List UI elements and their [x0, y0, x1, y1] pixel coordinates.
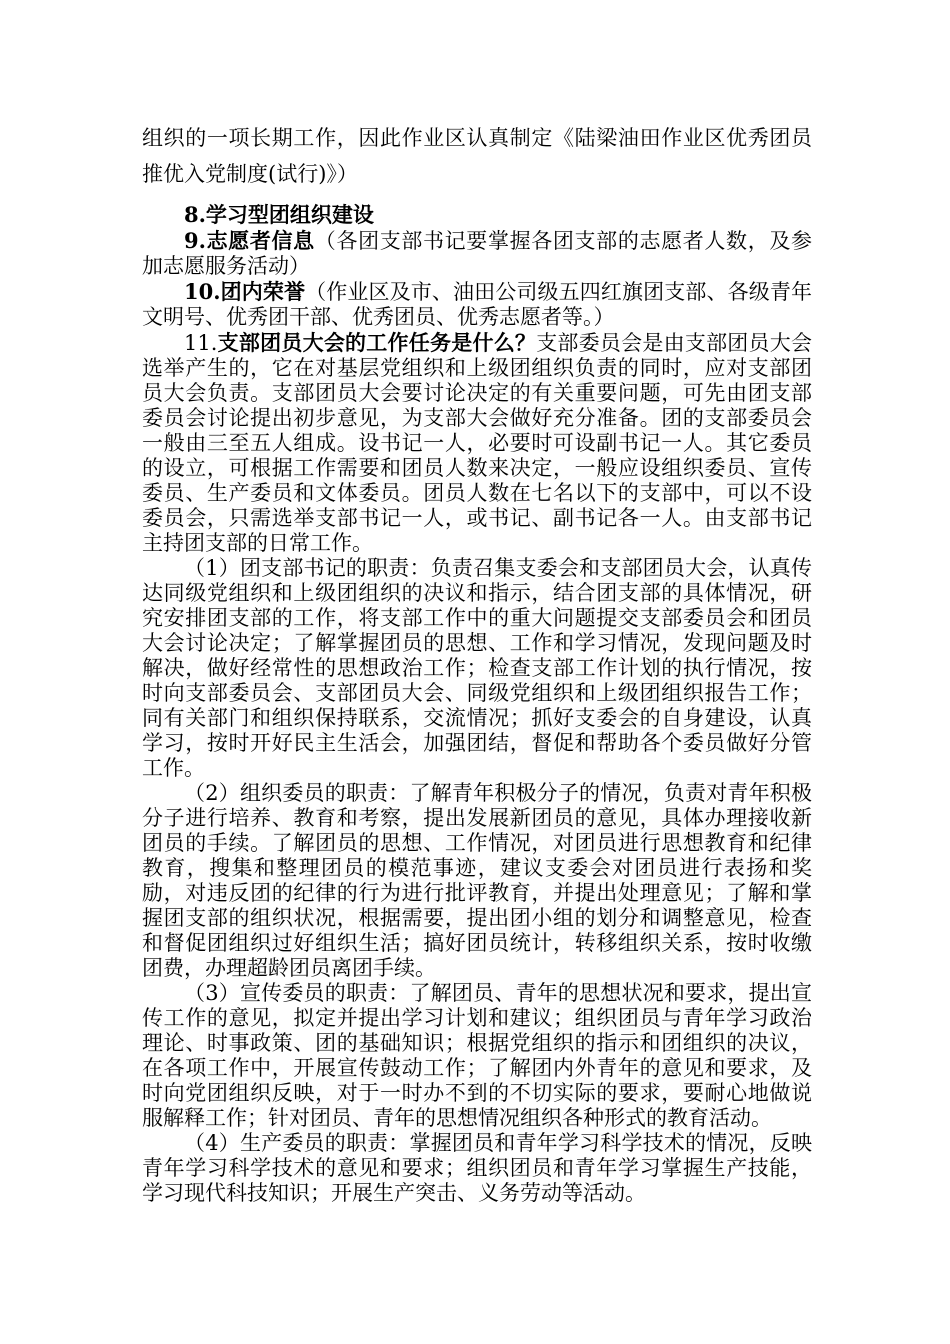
item-11-paragraph — [142, 330, 812, 556]
item-11-body: 支部委员会是由支部团员大会选举产生的，它在对基层党组织和上级团组织负责的同时，应对支部团员大会负责。支部团员大会要讨论决定的有关重要问题，可先由团支部委员会讨论提出初步意见，为支部大会做好充分准备。团的支部委员会一般由三至五人组成。设书记一人，必要时可设副书记一人。其它委员的设立，可根据工作需要和团员人数来决定，一般应设组织委员、宣传委员、生产委员和文体委员。团员人数在七名以下的支部中，可以不设委员会，只需选举支部书记一人，或书记、副书记各一人。由支部书记主持团支部的日常工作。 — [142, 331, 813, 555]
item-10-heading: 10.团内荣誉 — [184, 279, 306, 304]
item-8-heading: 8.学习型团组织建设 — [184, 202, 374, 227]
item-11-number: 11. — [184, 331, 218, 355]
item-10-paragraph — [142, 279, 812, 330]
intro-paragraph: 组织的一项长期工作，因此作业区认真制定《陆梁油田作业区优秀团员推优入党制度(试行)》） — [142, 126, 812, 186]
item-8-paragraph — [142, 202, 812, 228]
item-9-heading: 9.志愿者信息 — [184, 228, 315, 253]
item-9-paragraph — [142, 228, 812, 279]
duty-secretary-paragraph: （1）团支部书记的职责：负责召集支委会和支部团员大会，认真传达同级党组织和上级团组织的决议和指示，结合团支部的具体情况，研究安排团支部的工作，将支部工作中的重大问题提交支部委员会和团员大会讨论决定；了解掌握团员的思想、工作和学习情况，发现问题及时解决，做好经常性的思想政治工作；检查支部工作计划的执行情况，按时向支部委员会、支部团员大会、同级党组织和上级团组织报告工作；同有关部门和组织保持联系，交流情况；抓好支委会的自身建设，认真学习，按时开好民主生活会，加强团结，督促和帮助各个委员做好分管工作。 — [142, 556, 812, 780]
item-9-body: （各团支部书记要掌握各团支部的志愿者人数，及参加志愿服务活动） — [142, 229, 812, 278]
duty-production-paragraph: （4）生产委员的职责：掌握团员和青年学习科学技术的情况，反映青年学习科学技术的意见和要求；组织团员和青年学习掌握生产技能，学习现代科技知识；开展生产突击、义务劳动等活动。 — [142, 1131, 812, 1205]
document-page — [142, 120, 812, 1206]
item-10-body: （作业区及市、油田公司级五四红旗团支部、各级青年文明号、优秀团干部、优秀团员、优秀志愿者等。） — [142, 280, 812, 329]
duty-organization-paragraph: （2）组织委员的职责：了解青年积极分子的情况，负责对青年积极分子进行培养、教育和考察，提出发展新团员的意见，具体办理接收新团员的手续。了解团员的思想、工作情况，对团员进行思想教育和纪律教育，搜集和整理团员的模范事迹，建议支委会对团员进行表扬和奖励，对违反团的纪律的行为进行批评教育，并提出处理意见；了解和掌握团支部的组织状况，根据需要，提出团小组的划分和调整意见，检查和督促团组织过好组织生活；搞好团员统计，转移组织关系，按时收缴团费，办理超龄团员离团手续。 — [142, 781, 812, 980]
item-11-heading: 支部团员大会的工作任务是什么？ — [217, 330, 537, 355]
duty-publicity-paragraph: （3）宣传委员的职责：了解团员、青年的思想状况和要求，提出宣传工作的意见，拟定并提出学习计划和建议；组织团员与青年学习政治理论、时事政策、团的基础知识；根据党组织的指示和团组织的决议，在各项工作中，开展宣传鼓动工作；了解团内外青年的意见和要求，及时向党团组织反映，对于一时办不到的不切实际的要求，要耐心地做说服解释工作；针对团员、青年的思想情况组织各种形式的教育活动。 — [142, 981, 812, 1130]
